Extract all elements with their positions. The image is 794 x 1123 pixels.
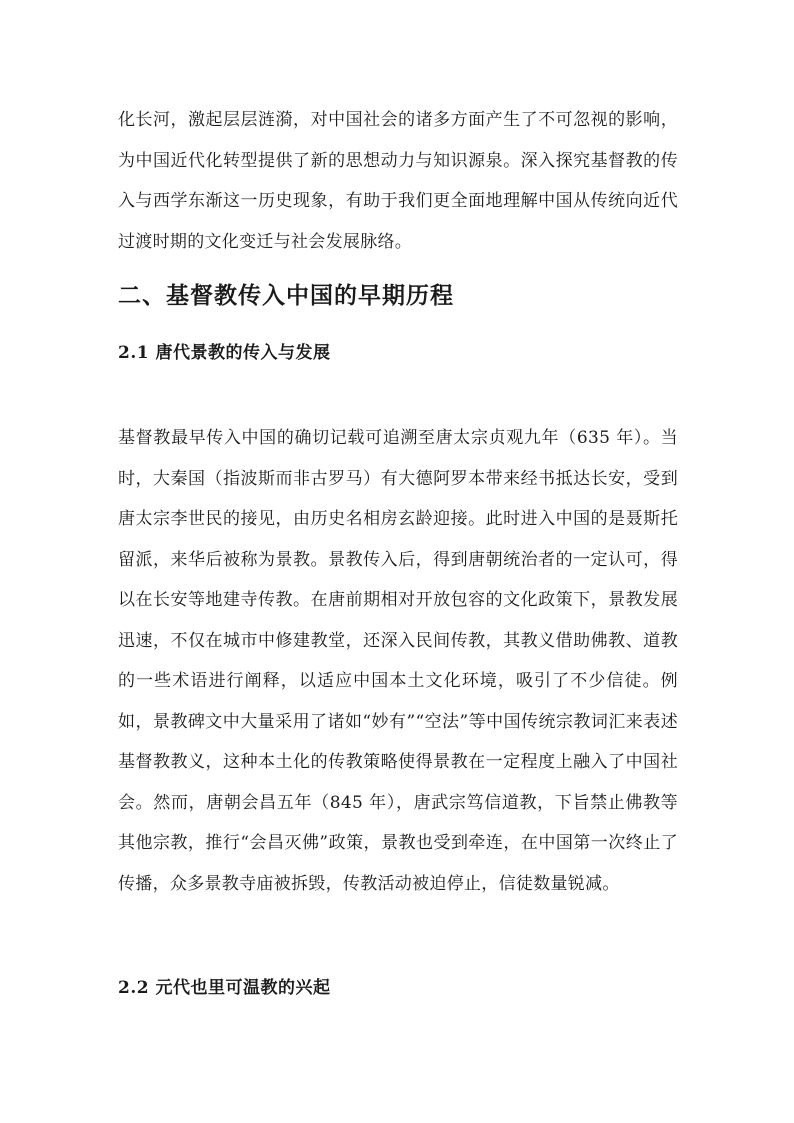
intro-paragraph: 化长河，激起层层涟漪，对中国社会的诸多方面产生了不可忽视的影响，为中国近代化转型提供了新的思想动力与知识源泉。深入探究基督教的传入与西学东渐这一历史现象，有助于我们更全面地理解中国从传统向近代过渡时期的文化变迁与社会发展脉络。 — [118, 110, 678, 252]
subsection-heading-2-1: 2.1 唐代景教的传入与发展 — [118, 343, 331, 363]
section-heading: 二、基督教传入中国的早期历程 — [118, 282, 454, 309]
subsection-2-1-paragraph: 基督教最早传入中国的确切记载可追溯至唐太宗贞观九年（635 年）。当时，大秦国（指波斯而非古罗马）有大德阿罗本带来经书抵达长安，受到唐太宗李世民的接见，由历史名相房玄龄迎接。此时进入中国的是聂斯托留派，来华后被称为景教。景教传入后，得到唐朝统治者的一定认可，得以在长安等地建寺传教。在唐前期相对开放包容的文化政策下，景教发展迅速，不仅在城市中修建教堂，还深入民间传教，其教义借助佛教、道教的一些术语进行阐释，以适应中国本土文化环境，吸引了不少信徒。例如，景教碑文中大量采用了诸如“妙有”“空法”等中国传统宗教词汇来表述基督教教义，这种本土化的传教策略使得景教在一定程度上融入了中国社会。然而，唐朝会昌五年（845 年），唐武宗笃信道教，下旨禁止佛教等其他宗教，推行“会昌灭佛”政策，景教也受到牵连，在中国第一次终止了传播，众多景教寺庙被拆毁，传教活动被迫停止，信徒数量锐减。 — [118, 428, 678, 894]
subsection-heading-2-2: 2.2 元代也里可温教的兴起 — [118, 978, 331, 998]
